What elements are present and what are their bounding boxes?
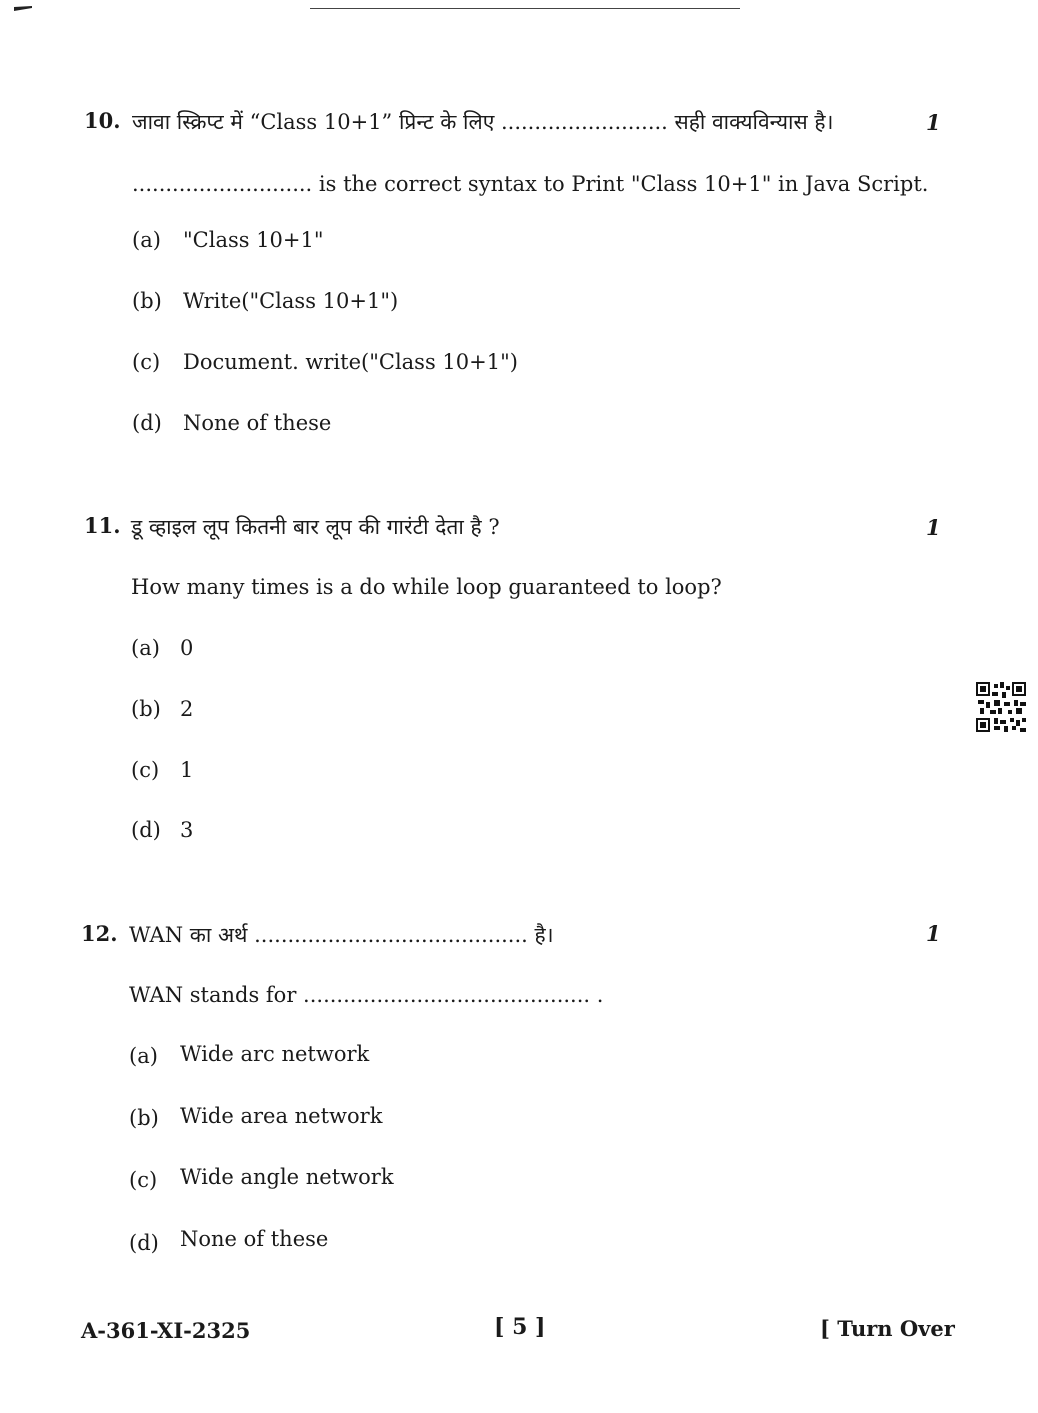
top-rule [310, 8, 740, 9]
question-number: 11. [84, 513, 121, 538]
option-text: Document. write("Class 10+1") [183, 350, 518, 374]
option-label: (a) [131, 636, 160, 660]
option-label: (d) [131, 818, 161, 842]
question-marks: 1 [926, 921, 941, 946]
option-label: (d) [129, 1231, 159, 1255]
option-text: "Class 10+1" [183, 228, 324, 252]
option-text: None of these [180, 1227, 329, 1251]
option-text: 3 [180, 818, 194, 842]
option-label: (b) [132, 289, 162, 313]
question-marks: 1 [926, 515, 941, 540]
question-hindi-text: डू व्हाइल लूप कितनी बार लूप की गारंटी देता है ? [131, 515, 500, 539]
option-label: (a) [132, 228, 161, 252]
question-number: 12. [81, 921, 118, 946]
question-hindi-text: WAN का अर्थ ......................................... है। [129, 923, 554, 947]
qr-code-icon [976, 682, 1026, 732]
option-text: 0 [180, 636, 194, 660]
question-marks: 1 [926, 110, 941, 135]
option-label: (c) [132, 350, 161, 374]
option-label: (c) [131, 758, 160, 782]
corner-mark-icon [14, 6, 32, 12]
option-text: 1 [180, 758, 194, 782]
option-label: (d) [132, 411, 162, 435]
question-english-text: How many times is a do while loop guaranteed to loop? [131, 575, 722, 599]
paper-code: A-361-XI-2325 [81, 1318, 251, 1343]
question-hindi-text: जावा स्क्रिप्ट में “Class 10+1” प्रिन्ट के लिए ......................... सही वाक्यविन्यास है। [132, 110, 834, 134]
option-text: Wide angle network [180, 1165, 394, 1189]
question-english-text: ........................... is the correct syntax to Print "Class 10+1" in Java Script. [132, 172, 929, 196]
option-label: (c) [129, 1168, 158, 1192]
question-number: 10. [84, 108, 121, 133]
option-label: (b) [129, 1106, 159, 1130]
question-english-text: WAN stands for ........................................... . [129, 983, 604, 1007]
option-text: Write("Class 10+1") [183, 289, 399, 313]
option-text: None of these [183, 411, 332, 435]
turn-over-label: [ Turn Over [820, 1316, 955, 1341]
option-text: Wide arc network [180, 1042, 370, 1066]
option-text: Wide area network [180, 1104, 383, 1128]
option-label: (a) [129, 1044, 158, 1068]
page-number: [ 5 ] [494, 1314, 546, 1340]
option-text: 2 [180, 697, 194, 721]
option-label: (b) [131, 697, 161, 721]
